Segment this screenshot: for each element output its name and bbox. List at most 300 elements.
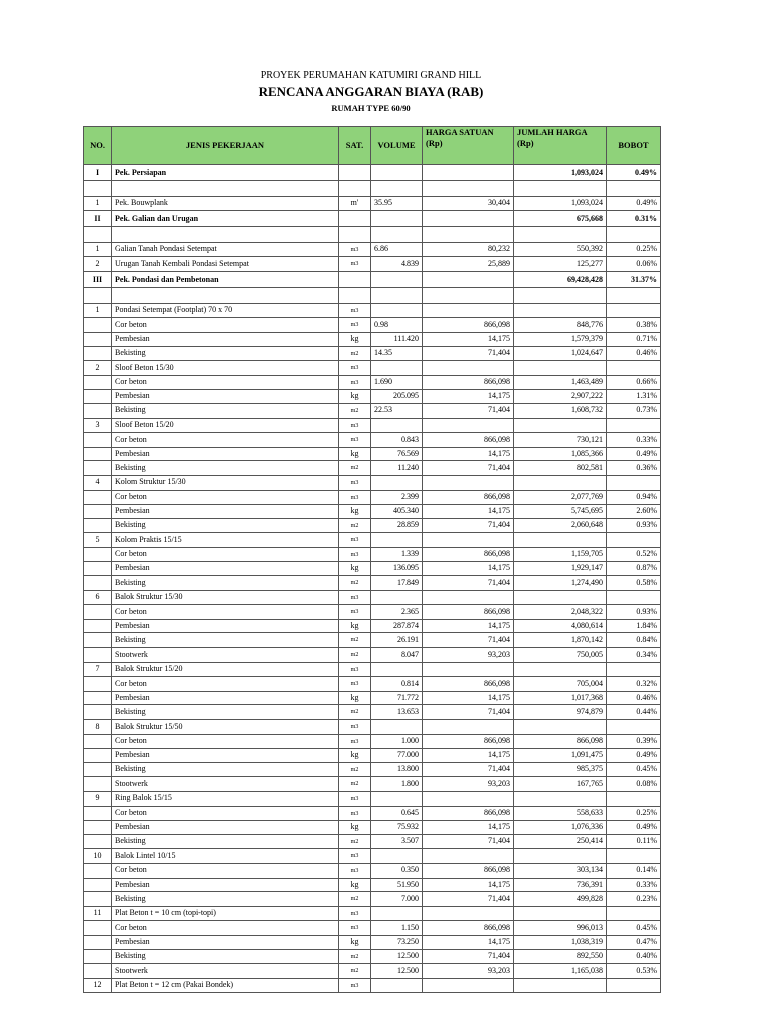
- cell-job: Sloof Beton 15/20: [112, 418, 339, 433]
- table-row: [84, 346, 661, 361]
- cell-job: Cor beton: [112, 863, 339, 878]
- cell-price: 71,404: [423, 705, 514, 720]
- cell-price: 866,098: [423, 375, 514, 390]
- col-header-volume: VOLUME: [371, 127, 423, 165]
- cell-price: [423, 226, 514, 242]
- cell-total: 974,879: [514, 705, 607, 720]
- cell-price: 14,175: [423, 332, 514, 346]
- cell-weight: 0.52%: [607, 547, 661, 562]
- cell-weight: 0.94%: [607, 490, 661, 505]
- cell-job: Bekisting: [112, 518, 339, 533]
- cell-job: Cor beton: [112, 318, 339, 333]
- cell-price: [423, 418, 514, 433]
- cell-job: Bekisting: [112, 461, 339, 476]
- cell-total: 303,134: [514, 863, 607, 878]
- cell-weight: [607, 906, 661, 921]
- cell-price: 14,175: [423, 878, 514, 892]
- table-row: [84, 242, 661, 257]
- col-header-job: JENIS PEKERJAAN: [112, 127, 339, 165]
- cell-job: Bekisting: [112, 403, 339, 418]
- cell-job: Pembesian: [112, 749, 339, 763]
- cell-price: 14,175: [423, 390, 514, 404]
- cell-total: 802,581: [514, 461, 607, 476]
- cell-volume: 111.420: [371, 332, 423, 346]
- cell-weight: [607, 849, 661, 864]
- cell-weight: [607, 662, 661, 677]
- cell-unit: [339, 964, 371, 979]
- table-row: [84, 257, 661, 272]
- cell-unit: [339, 662, 371, 677]
- cell-weight: 0.39%: [607, 734, 661, 749]
- cell-no: [84, 935, 112, 949]
- cell-total: 892,550: [514, 949, 607, 964]
- cell-unit: [339, 705, 371, 720]
- table-row: [84, 332, 661, 346]
- cell-price: 80,232: [423, 242, 514, 257]
- cell-price: 14,175: [423, 749, 514, 763]
- cell-job: Bekisting: [112, 762, 339, 777]
- cell-unit: [339, 403, 371, 418]
- cell-volume: 3.507: [371, 834, 423, 849]
- cell-volume: 0.814: [371, 677, 423, 692]
- cell-price: 71,404: [423, 576, 514, 591]
- table-row: [84, 461, 661, 476]
- table-row: [84, 547, 661, 562]
- cell-volume: 26.191: [371, 633, 423, 648]
- cell-price: [423, 849, 514, 864]
- cell-job: Cor beton: [112, 734, 339, 749]
- cell-job: Cor beton: [112, 433, 339, 448]
- cell-no: [84, 318, 112, 333]
- cell-total: [514, 720, 607, 735]
- cell-total: 1,093,024: [514, 197, 607, 211]
- cell-volume: [371, 287, 423, 303]
- cell-job: Balok Lintel 10/15: [112, 849, 339, 864]
- cell-weight: 1.84%: [607, 619, 661, 633]
- cell-weight: [607, 720, 661, 735]
- cell-unit: kg: [339, 505, 371, 519]
- cell-unit: m': [339, 197, 371, 211]
- table-row: [84, 648, 661, 663]
- cell-price: 14,175: [423, 505, 514, 519]
- cell-job: Bekisting: [112, 892, 339, 907]
- table-row: [84, 791, 661, 806]
- cell-unit: [339, 346, 371, 361]
- cell-unit: kg: [339, 935, 371, 949]
- cell-volume: 12.500: [371, 964, 423, 979]
- cell-weight: 0.58%: [607, 576, 661, 591]
- cell-weight: 0.93%: [607, 518, 661, 533]
- unit-text: m3: [350, 365, 359, 372]
- cell-no: [84, 332, 112, 346]
- cell-no: [84, 734, 112, 749]
- cell-volume: 287.874: [371, 619, 423, 633]
- cell-volume: 71.772: [371, 691, 423, 705]
- cell-unit: [339, 791, 371, 806]
- cell-job: Pembesian: [112, 505, 339, 519]
- cell-volume: 4.839: [371, 257, 423, 272]
- cell-job: Pembesian: [112, 691, 339, 705]
- cell-total: 1,085,366: [514, 447, 607, 461]
- document-subtitle: RUMAH TYPE 60/90: [331, 103, 411, 113]
- cell-weight: 0.45%: [607, 762, 661, 777]
- cell-total: 1,091,475: [514, 749, 607, 763]
- cell-no: 9: [84, 791, 112, 806]
- cell-weight: [607, 978, 661, 993]
- table-row: [84, 949, 661, 964]
- unit-text: m3: [350, 494, 359, 501]
- cell-weight: 2.60%: [607, 505, 661, 519]
- cell-total: 125,277: [514, 257, 607, 272]
- cell-job: Pek. Galian dan Urugan: [112, 210, 339, 226]
- unit-text: m2: [350, 968, 359, 975]
- cell-unit: [339, 677, 371, 692]
- cell-unit: kg: [339, 562, 371, 576]
- cell-unit: [339, 921, 371, 936]
- cell-price: 71,404: [423, 461, 514, 476]
- cell-total: [514, 849, 607, 864]
- cell-no: [84, 691, 112, 705]
- cell-total: [514, 475, 607, 490]
- cell-weight: [607, 361, 661, 376]
- col-header-unit: SAT.: [339, 127, 371, 165]
- cell-weight: 0.11%: [607, 834, 661, 849]
- cell-total: 167,765: [514, 777, 607, 792]
- cell-price: [423, 791, 514, 806]
- cell-job: Bekisting: [112, 705, 339, 720]
- cell-price: 71,404: [423, 518, 514, 533]
- table-row: [84, 447, 661, 461]
- cell-no: 11: [84, 906, 112, 921]
- cell-weight: 0.36%: [607, 461, 661, 476]
- cell-unit: [339, 165, 371, 181]
- cell-job: [112, 226, 339, 242]
- cell-total: 675,668: [514, 210, 607, 226]
- cell-total: 1,159,705: [514, 547, 607, 562]
- table-row: [84, 878, 661, 892]
- cell-price: [423, 361, 514, 376]
- cell-volume: 2.365: [371, 605, 423, 620]
- unit-text: m2: [350, 522, 359, 529]
- spacer-row: [84, 226, 661, 242]
- cell-total: 4,080,614: [514, 619, 607, 633]
- cell-total: 1,024,647: [514, 346, 607, 361]
- cell-no: [84, 949, 112, 964]
- cell-weight: 0.49%: [607, 749, 661, 763]
- cell-price: [423, 978, 514, 993]
- cell-unit: [339, 762, 371, 777]
- cell-volume: 28.859: [371, 518, 423, 533]
- unit-text: m3: [350, 666, 359, 673]
- cell-volume: 14.35: [371, 346, 423, 361]
- unit-text: m3: [350, 925, 359, 932]
- cell-unit: kg: [339, 878, 371, 892]
- cell-weight: 0.33%: [607, 433, 661, 448]
- unit-text: m3: [350, 479, 359, 486]
- cell-price: 30,404: [423, 197, 514, 211]
- rab-table: [83, 126, 661, 993]
- cell-unit: [339, 257, 371, 272]
- cell-price: 93,203: [423, 777, 514, 792]
- cell-price: 866,098: [423, 490, 514, 505]
- cell-weight: 0.38%: [607, 318, 661, 333]
- cell-weight: [607, 475, 661, 490]
- cell-no: 10: [84, 849, 112, 864]
- cell-job: Stootwerk: [112, 648, 339, 663]
- cell-total: 1,274,490: [514, 576, 607, 591]
- cell-volume: 6.86: [371, 242, 423, 257]
- cell-volume: [371, 906, 423, 921]
- cell-volume: [371, 271, 423, 287]
- cell-weight: 0.32%: [607, 677, 661, 692]
- cell-volume: 0.843: [371, 433, 423, 448]
- cell-no: [84, 705, 112, 720]
- table-row: [84, 849, 661, 864]
- cell-volume: [371, 720, 423, 735]
- cell-price: [423, 271, 514, 287]
- cell-unit: [339, 271, 371, 287]
- table-row: [84, 964, 661, 979]
- cell-no: [84, 921, 112, 936]
- unit-text: m2: [350, 709, 359, 716]
- cell-price: 866,098: [423, 547, 514, 562]
- cell-total: [514, 303, 607, 318]
- unit-text: m3: [350, 551, 359, 558]
- cell-total: [514, 906, 607, 921]
- unit-text: m3: [350, 609, 359, 616]
- table-body: [84, 165, 661, 993]
- cell-no: 12: [84, 978, 112, 993]
- cell-unit: [339, 287, 371, 303]
- table-row: [84, 806, 661, 821]
- unit-text: m2: [350, 838, 359, 845]
- cell-job: Plat Beton t = 12 cm (Pakai Bondek): [112, 978, 339, 993]
- cell-no: [84, 648, 112, 663]
- unit-text: m3: [350, 437, 359, 444]
- cell-total: 558,633: [514, 806, 607, 821]
- unit-text: m2: [350, 580, 359, 587]
- cell-job: Pembesian: [112, 332, 339, 346]
- cell-total: 2,077,769: [514, 490, 607, 505]
- table-row: [84, 518, 661, 533]
- cell-job: Kolom Struktur 15/30: [112, 475, 339, 490]
- table-row: [84, 303, 661, 318]
- cell-volume: [371, 361, 423, 376]
- cell-no: [84, 490, 112, 505]
- unit-text: m3: [350, 810, 359, 817]
- unit-text: m3: [350, 594, 359, 601]
- table-row: [84, 197, 661, 211]
- cell-total: [514, 287, 607, 303]
- cell-price: 71,404: [423, 346, 514, 361]
- cell-weight: 0.53%: [607, 964, 661, 979]
- cell-weight: [607, 226, 661, 242]
- unit-text: m3: [350, 322, 359, 329]
- table-row: [84, 921, 661, 936]
- cell-weight: 0.34%: [607, 648, 661, 663]
- cell-total: 985,375: [514, 762, 607, 777]
- cell-total: 1,076,336: [514, 821, 607, 835]
- cell-volume: 2.399: [371, 490, 423, 505]
- unit-text: m2: [350, 766, 359, 773]
- cell-price: 14,175: [423, 935, 514, 949]
- cell-total: [514, 181, 607, 197]
- cell-volume: 0.350: [371, 863, 423, 878]
- cell-volume: 205.095: [371, 390, 423, 404]
- cell-no: 2: [84, 361, 112, 376]
- table-row: [84, 762, 661, 777]
- cell-volume: 136.095: [371, 562, 423, 576]
- cell-weight: 0.46%: [607, 691, 661, 705]
- table-row: [84, 906, 661, 921]
- cell-weight: 0.66%: [607, 375, 661, 390]
- cell-no: [84, 964, 112, 979]
- table-row: [84, 720, 661, 735]
- cell-price: 14,175: [423, 821, 514, 835]
- unit-text: m3: [350, 910, 359, 917]
- cell-weight: 0.14%: [607, 863, 661, 878]
- col-header-total: JUMLAH HARGA (Rp): [514, 127, 607, 165]
- cell-weight: [607, 418, 661, 433]
- cell-unit: [339, 777, 371, 792]
- cell-price: 866,098: [423, 863, 514, 878]
- cell-volume: [371, 303, 423, 318]
- cell-job: Pembesian: [112, 619, 339, 633]
- cell-unit: [339, 605, 371, 620]
- table-row: [84, 562, 661, 576]
- cell-volume: 76.569: [371, 447, 423, 461]
- cell-unit: kg: [339, 821, 371, 835]
- unit-text: m3: [350, 307, 359, 314]
- cell-unit: [339, 633, 371, 648]
- cell-total: 1,038,319: [514, 935, 607, 949]
- cell-job: Bekisting: [112, 949, 339, 964]
- cell-price: [423, 287, 514, 303]
- table-row: [84, 418, 661, 433]
- cell-unit: [339, 892, 371, 907]
- cell-volume: 1.000: [371, 734, 423, 749]
- cell-no: [84, 777, 112, 792]
- cell-job: Stootwerk: [112, 964, 339, 979]
- cell-no: 3: [84, 418, 112, 433]
- table-row: [84, 361, 661, 376]
- cell-volume: [371, 181, 423, 197]
- cell-total: [514, 662, 607, 677]
- section-row: [84, 271, 661, 287]
- cell-volume: 1.800: [371, 777, 423, 792]
- cell-price: 93,203: [423, 964, 514, 979]
- cell-weight: 0.49%: [607, 447, 661, 461]
- table-row: [84, 705, 661, 720]
- cell-price: [423, 590, 514, 605]
- cell-weight: [607, 590, 661, 605]
- cell-unit: [339, 475, 371, 490]
- unit-text: m2: [350, 465, 359, 472]
- spacer-row: [84, 287, 661, 303]
- cell-unit: [339, 849, 371, 864]
- cell-price: [423, 475, 514, 490]
- table-row: [84, 892, 661, 907]
- cell-volume: [371, 210, 423, 226]
- cell-no: [84, 447, 112, 461]
- unit-text: m3: [350, 795, 359, 802]
- cell-no: [84, 605, 112, 620]
- unit-text: m3: [350, 379, 359, 386]
- cell-weight: [607, 533, 661, 548]
- cell-weight: 0.84%: [607, 633, 661, 648]
- cell-unit: [339, 806, 371, 821]
- cell-total: 1,929,147: [514, 562, 607, 576]
- cell-price: 14,175: [423, 619, 514, 633]
- cell-unit: [339, 720, 371, 735]
- cell-weight: 1.31%: [607, 390, 661, 404]
- table-row: [84, 935, 661, 949]
- cell-price: 866,098: [423, 921, 514, 936]
- cell-weight: 0.71%: [607, 332, 661, 346]
- unit-text: m3: [350, 537, 359, 544]
- table-row: [84, 749, 661, 763]
- cell-job: Cor beton: [112, 677, 339, 692]
- cell-total: 750,005: [514, 648, 607, 663]
- cell-job: Pembesian: [112, 878, 339, 892]
- cell-volume: [371, 165, 423, 181]
- cell-total: 1,579,379: [514, 332, 607, 346]
- cell-unit: kg: [339, 749, 371, 763]
- cell-volume: 35.95: [371, 197, 423, 211]
- cell-total: 730,121: [514, 433, 607, 448]
- cell-price: 25,889: [423, 257, 514, 272]
- cell-weight: 0.87%: [607, 562, 661, 576]
- cell-no: [84, 375, 112, 390]
- cell-job: Cor beton: [112, 375, 339, 390]
- cell-price: 71,404: [423, 949, 514, 964]
- cell-unit: kg: [339, 619, 371, 633]
- cell-weight: 0.06%: [607, 257, 661, 272]
- cell-no: [84, 547, 112, 562]
- unit-text: m3: [350, 867, 359, 874]
- cell-total: 5,745,695: [514, 505, 607, 519]
- col-header-weight: BOBOT: [607, 127, 661, 165]
- cell-weight: [607, 287, 661, 303]
- cell-unit: [339, 734, 371, 749]
- unit-text: m3: [350, 738, 359, 745]
- table-row: [84, 390, 661, 404]
- cell-volume: 1.690: [371, 375, 423, 390]
- cell-unit: [339, 226, 371, 242]
- cell-no: [84, 762, 112, 777]
- cell-no: [84, 834, 112, 849]
- cell-no: III: [84, 271, 112, 287]
- section-row: [84, 210, 661, 226]
- cell-total: [514, 226, 607, 242]
- cell-unit: [339, 303, 371, 318]
- cell-job: Plat Beton t = 10 cm (topi-topi): [112, 906, 339, 921]
- cell-job: Balok Struktur 15/30: [112, 590, 339, 605]
- cell-volume: [371, 849, 423, 864]
- cell-job: Pek. Bouwplank: [112, 197, 339, 211]
- unit-text: m3: [350, 982, 359, 989]
- cell-price: [423, 181, 514, 197]
- cell-weight: 31.37%: [607, 271, 661, 287]
- cell-price: 71,404: [423, 834, 514, 849]
- cell-weight: 0.49%: [607, 197, 661, 211]
- cell-unit: [339, 834, 371, 849]
- cell-no: [84, 461, 112, 476]
- cell-no: [84, 821, 112, 835]
- cell-weight: [607, 303, 661, 318]
- unit-text: m2: [350, 637, 359, 644]
- cell-price: [423, 662, 514, 677]
